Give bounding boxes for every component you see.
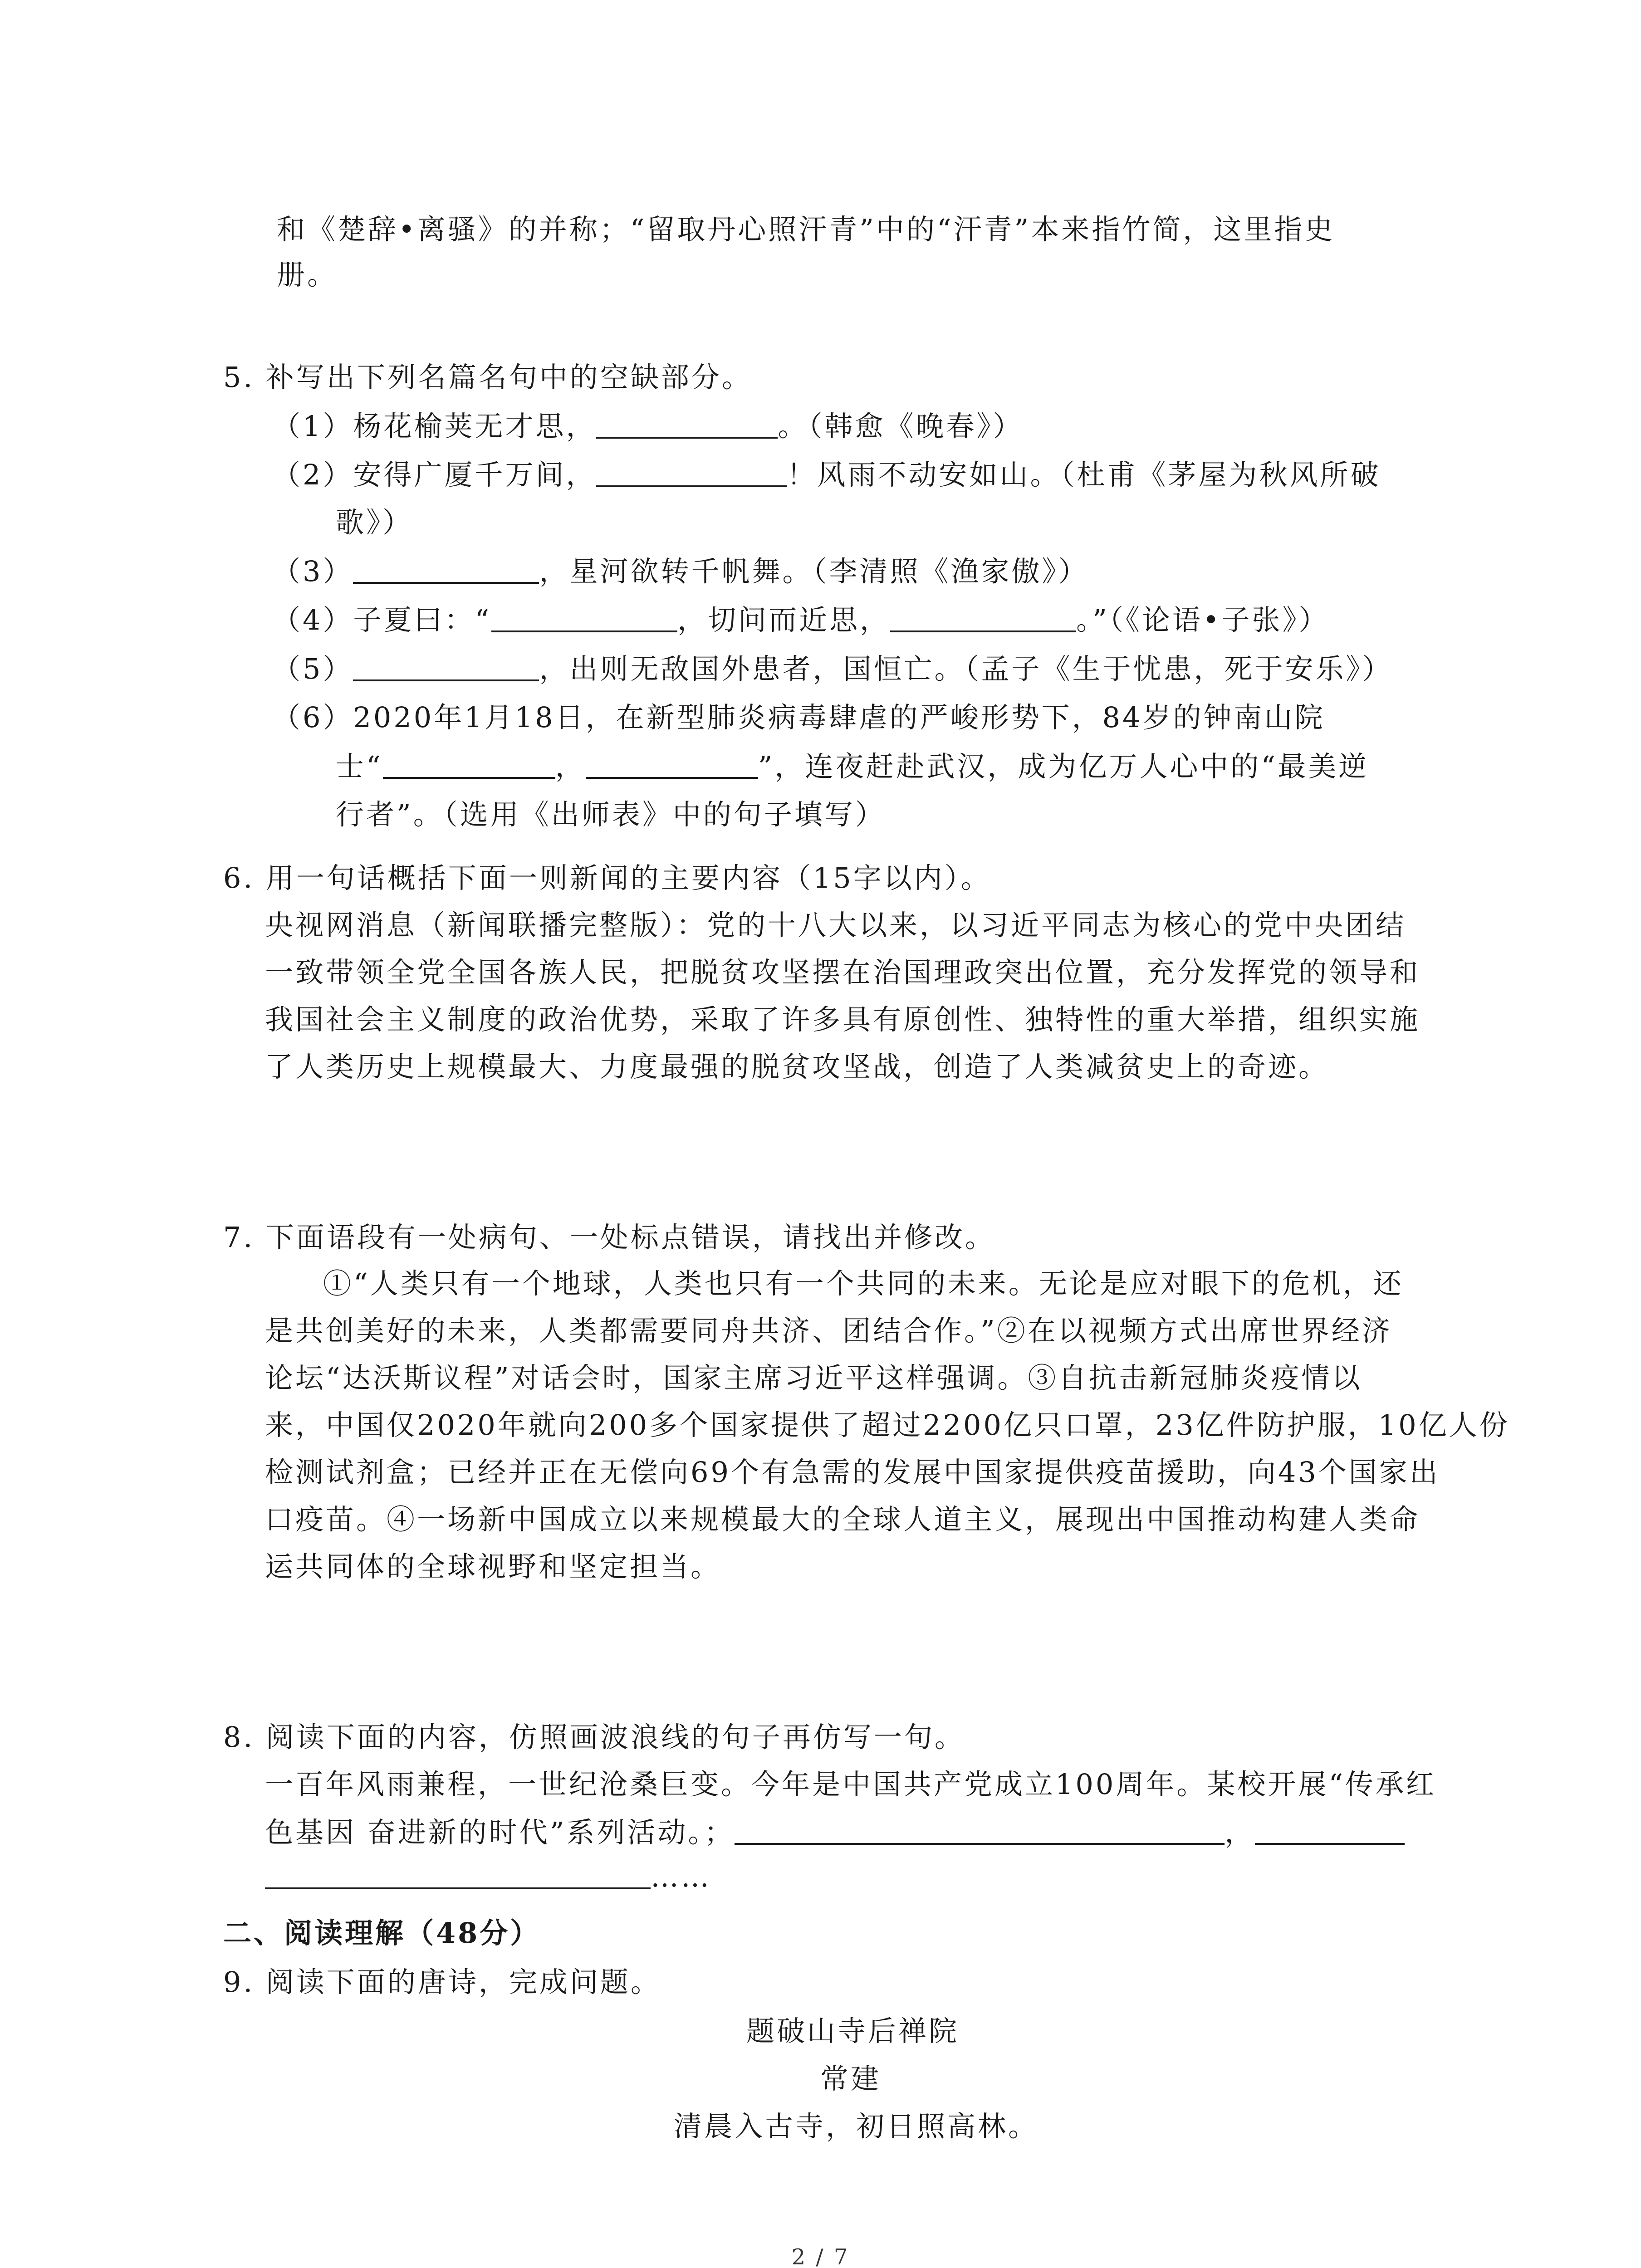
q5-item-4: [272, 602, 1329, 638]
text-segment: ，切问而近思，: [677, 603, 891, 636]
text-line: 运共同体的全球视野和坚定担当。: [265, 1550, 721, 1583]
answer-blank[interactable]: [1255, 1815, 1405, 1845]
text-segment: 色基因 奋进新的时代”系列活动。；: [265, 1816, 735, 1849]
answer-blank[interactable]: [491, 602, 677, 632]
q5-item-3: [272, 553, 1088, 590]
text-line: 我国社会主义制度的政治优势，采取了许多具有原创性、独特性的重大举措，组织实施: [265, 1003, 1421, 1036]
text-segment: ！风雨不动安如山。（杜甫《茅屋为秋风所破: [787, 458, 1381, 491]
text-line: ①“人类只有一个地球，人类也只有一个共同的未来。无论是应对眼下的危机，还: [323, 1267, 1404, 1300]
text-segment: ，: [555, 750, 586, 783]
text-segment: 士“: [336, 750, 383, 783]
text-line: 论坛“达沃斯议程”对话会时，国家主席习近平这样强调。③自抗击新冠肺炎疫情以: [265, 1361, 1362, 1394]
question-9-title: 9. 阅读下面的唐诗，完成问题。: [223, 1965, 661, 1999]
answer-blank[interactable]: [353, 554, 539, 584]
text-segment: ，出则无敌国外患者，国恒亡。（孟子《生于忧患，死于安乐》）: [539, 652, 1393, 685]
answer-blank[interactable]: [735, 1815, 1225, 1845]
answer-blank[interactable]: [353, 651, 539, 681]
answer-blank[interactable]: [596, 409, 778, 439]
q5-item-2: [272, 457, 1381, 493]
text-segment: 。”（《论语•子张》）: [1076, 603, 1329, 636]
q8-answer-line-1: [265, 1814, 1405, 1851]
q8-answer-line-2: [265, 1859, 711, 1895]
question-6-title: 6. 用一句话概括下面一则新闻的主要内容（15字以内）。: [223, 861, 991, 894]
answer-blank[interactable]: [586, 749, 758, 779]
text-line: 行者”。（选用《出师表》中的句子填写）: [336, 798, 886, 831]
text-line: 央视网消息（新闻联播完整版）：党的十八大以来，以习近平同志为核心的党中央团结: [265, 909, 1406, 942]
answer-blank[interactable]: [265, 1859, 651, 1889]
poem-title: 题破山寺后禅院: [746, 2014, 960, 2048]
text-line: （6）2020年1月18日，在新型肺炎病毒肆虐的严峻形势下，84岁的钟南山院: [272, 701, 1325, 734]
poem-line: 清晨入古寺，初日照高林。: [674, 2110, 1039, 2143]
text-segment: ……: [651, 1860, 711, 1893]
question-8-title: 8. 阅读下面的内容，仿照画波浪线的句子再仿写一句。: [223, 1721, 965, 1754]
text-line: 口疫苗。④一场新中国成立以来规模最大的全球人道主义，展现出中国推动构建人类命: [265, 1503, 1421, 1536]
text-line: 和《楚辞•离骚》的并称；“留取丹心照汗青”中的“汗青”本来指竹简，这里指史: [277, 213, 1335, 246]
q5-item-1: [272, 408, 1023, 445]
text-segment: （4）子夏曰：“: [272, 603, 492, 636]
text-line: 检测试剂盒；已经并正在无偿向69个有急需的发展中国家提供疫苗援助，向43个国家出: [265, 1456, 1440, 1489]
text-segment: ，星河欲转千帆舞。（李清照《渔家傲》）: [539, 555, 1089, 588]
text-line: 册。: [277, 258, 338, 291]
answer-blank[interactable]: [596, 457, 787, 487]
q5-item-5: [272, 651, 1392, 687]
text-segment: （3）: [272, 555, 353, 588]
text-line: 一百年风雨兼程，一世纪沧桑巨变。今年是中国共产党成立100周年。某校开展“传承红: [265, 1768, 1437, 1801]
section-heading: 二、阅读理解（48分）: [223, 1916, 541, 1950]
text-segment: ”，连夜赶赴武汉，成为亿万人心中的“最美逆: [758, 750, 1369, 783]
text-segment: （5）: [272, 652, 353, 685]
q5-item-6-line2: [336, 748, 1369, 785]
answer-blank[interactable]: [890, 602, 1076, 632]
question-7-title: 7. 下面语段有一处病句、一处标点错误，请找出并修改。: [223, 1221, 995, 1254]
question-5-title: 5. 补写出下列名篇名句中的空缺部分。: [223, 361, 752, 394]
text-segment: （1）杨花榆荚无才思，: [272, 410, 597, 443]
page-number: 2 / 7: [791, 2244, 850, 2268]
text-line: 来，中国仅2020年就向200多个国家提供了超过2200亿只口罩，23亿件防护服，10亿人份: [265, 1408, 1510, 1442]
text-line: 一致带领全党全国各族人民，把脱贫攻坚摆在治国理政突出位置，充分发挥党的领导和: [265, 956, 1421, 989]
text-line: 了人类历史上规模最大、力度最强的脱贫攻坚战，创造了人类减贫史上的奇迹。: [265, 1050, 1329, 1083]
poem-author: 常建: [820, 2062, 882, 2095]
text-line: 歌》）: [336, 506, 413, 539]
text-segment: （2）安得广厦千万间，: [272, 458, 597, 491]
text-segment: ，: [1225, 1816, 1255, 1849]
text-segment: 。（韩愈《晚春》）: [778, 410, 1024, 443]
answer-blank[interactable]: [383, 749, 555, 779]
text-line: 是共创美好的未来，人类都需要同舟共济、团结合作。”②在以视频方式出席世界经济: [265, 1314, 1392, 1347]
